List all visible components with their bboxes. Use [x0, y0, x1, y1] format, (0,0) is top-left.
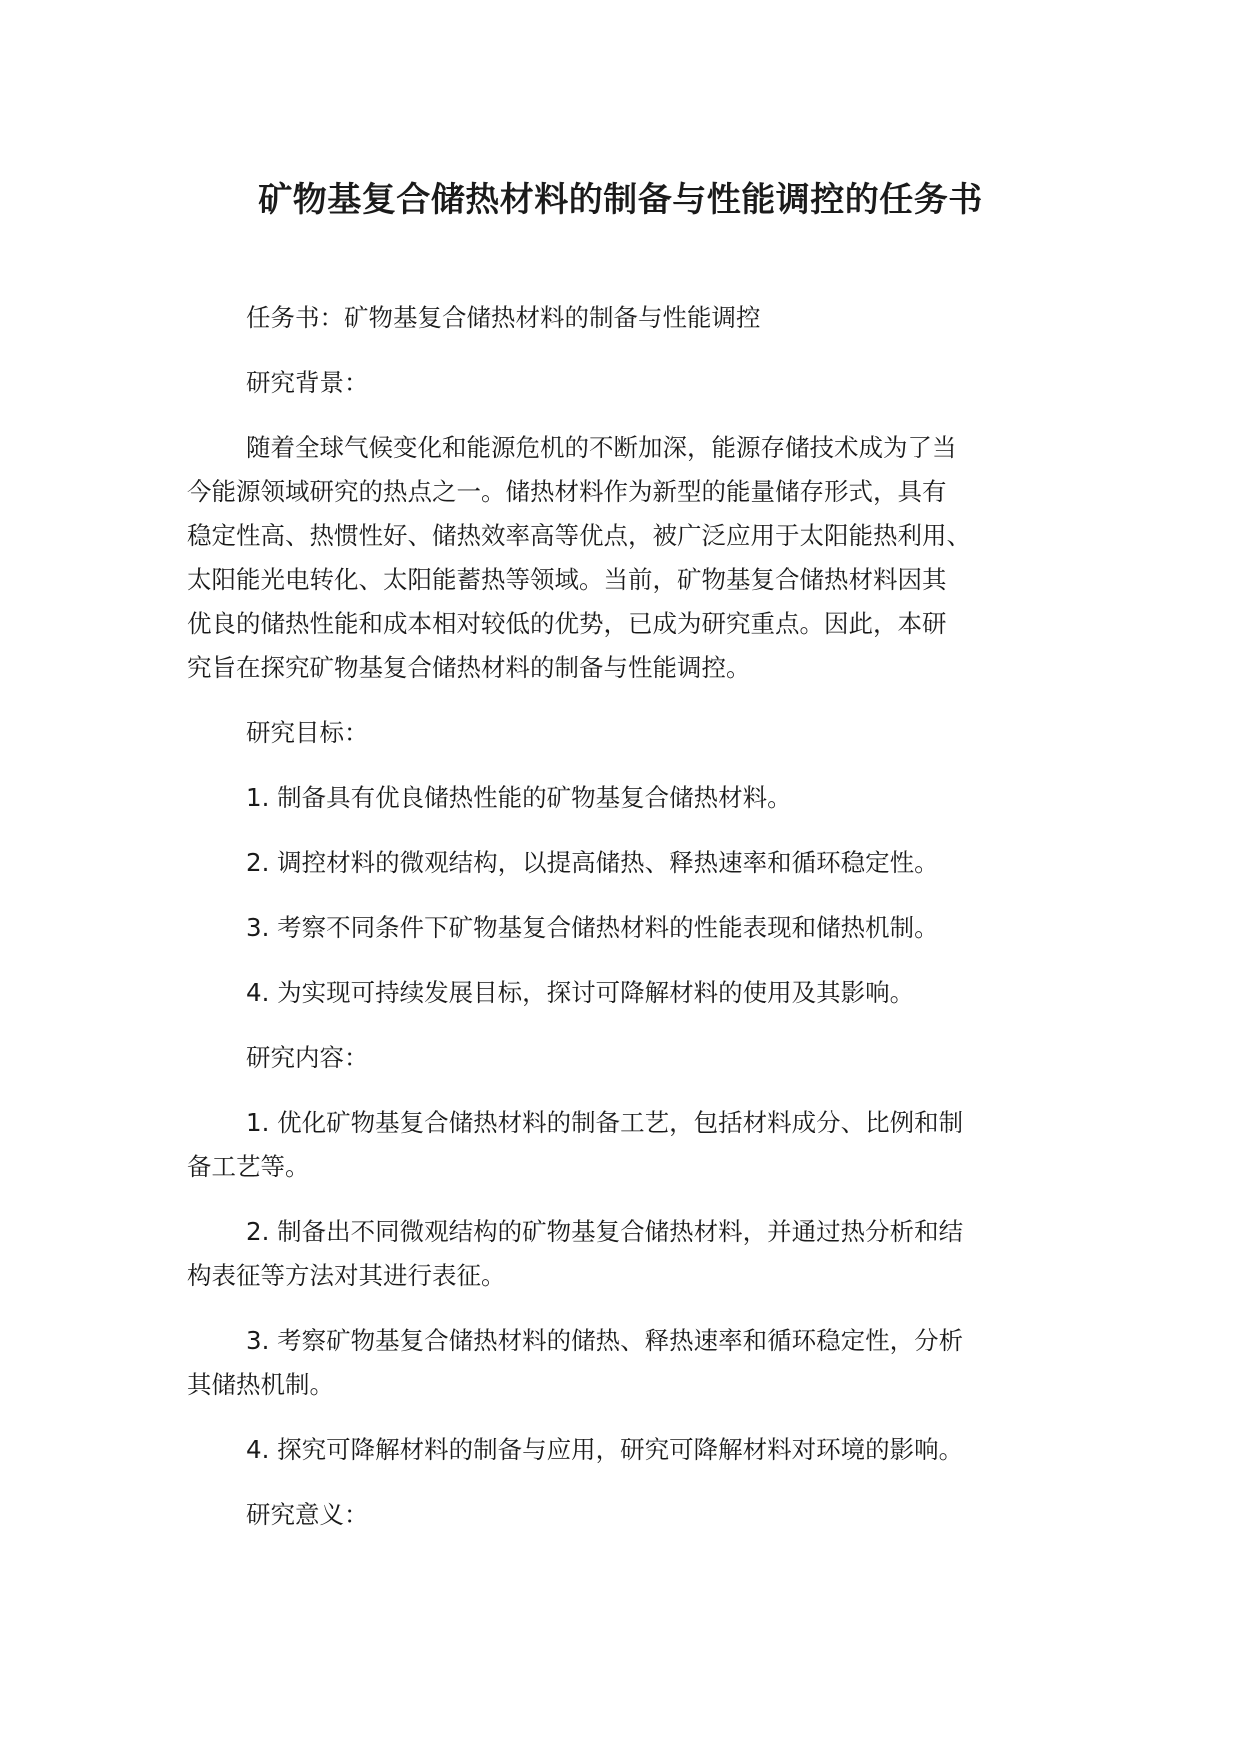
text-line: 构表征等方法对其进行表征。 [187, 1261, 506, 1290]
text-line: 研究目标： [246, 718, 369, 747]
text-line: 随着全球气候变化和能源危机的不断加深，能源存储技术成为了当 [246, 433, 957, 462]
content-item [187, 1210, 1067, 1298]
paragraph-task [187, 296, 1067, 340]
text-line: 研究内容： [246, 1043, 369, 1072]
content-item [187, 1319, 1067, 1407]
text-line: 任务书：矿物基复合储热材料的制备与性能调控 [246, 303, 761, 332]
text-line: 2. 制备出不同微观结构的矿物基复合储热材料，并通过热分析和结 [246, 1217, 964, 1246]
text-line: 1. 优化矿物基复合储热材料的制备工艺，包括材料成分、比例和制 [246, 1108, 964, 1137]
heading-content [187, 1036, 1067, 1080]
heading-significance [187, 1493, 1067, 1537]
text-line: 4. 探究可降解材料的制备与应用，研究可降解材料对环境的影响。 [246, 1435, 964, 1464]
text-line: 3. 考察矿物基复合储热材料的储热、释热速率和循环稳定性，分析 [246, 1326, 964, 1355]
objective-item [187, 906, 1067, 950]
content-item [187, 1101, 1067, 1189]
objective-item [187, 776, 1067, 820]
document-title: 矿物基复合储热材料的制备与性能调控的任务书 [258, 180, 983, 220]
text-line: 2. 调控材料的微观结构，以提高储热、释热速率和循环稳定性。 [246, 848, 939, 877]
text-line: 3. 考察不同条件下矿物基复合储热材料的性能表现和储热机制。 [246, 913, 939, 942]
text-line: 备工艺等。 [187, 1152, 310, 1181]
text-line: 研究意义： [246, 1500, 369, 1529]
objective-item [187, 971, 1067, 1015]
text-line: 1. 制备具有优良储热性能的矿物基复合储热材料。 [246, 783, 792, 812]
text-line: 稳定性高、热惯性好、储热效率高等优点，被广泛应用于太阳能热利用、 [187, 521, 971, 550]
text-line: 今能源领域研究的热点之一。储热材料作为新型的能量储存形式，具有 [187, 477, 947, 506]
text-line: 优良的储热性能和成本相对较低的优势，已成为研究重点。因此，本研 [187, 609, 947, 638]
text-line: 研究背景： [246, 368, 369, 397]
heading-objectives [187, 711, 1067, 755]
paragraph-background [187, 426, 1067, 690]
objective-item [187, 841, 1067, 885]
text-line: 其储热机制。 [187, 1370, 334, 1399]
content-item [187, 1428, 1067, 1472]
heading-background [187, 361, 1067, 405]
text-line: 4. 为实现可持续发展目标，探讨可降解材料的使用及其影响。 [246, 978, 915, 1007]
text-line: 太阳能光电转化、太阳能蓄热等领域。当前，矿物基复合储热材料因其 [187, 565, 947, 594]
text-line: 究旨在探究矿物基复合储热材料的制备与性能调控。 [187, 653, 751, 682]
document-body [187, 296, 1067, 1558]
